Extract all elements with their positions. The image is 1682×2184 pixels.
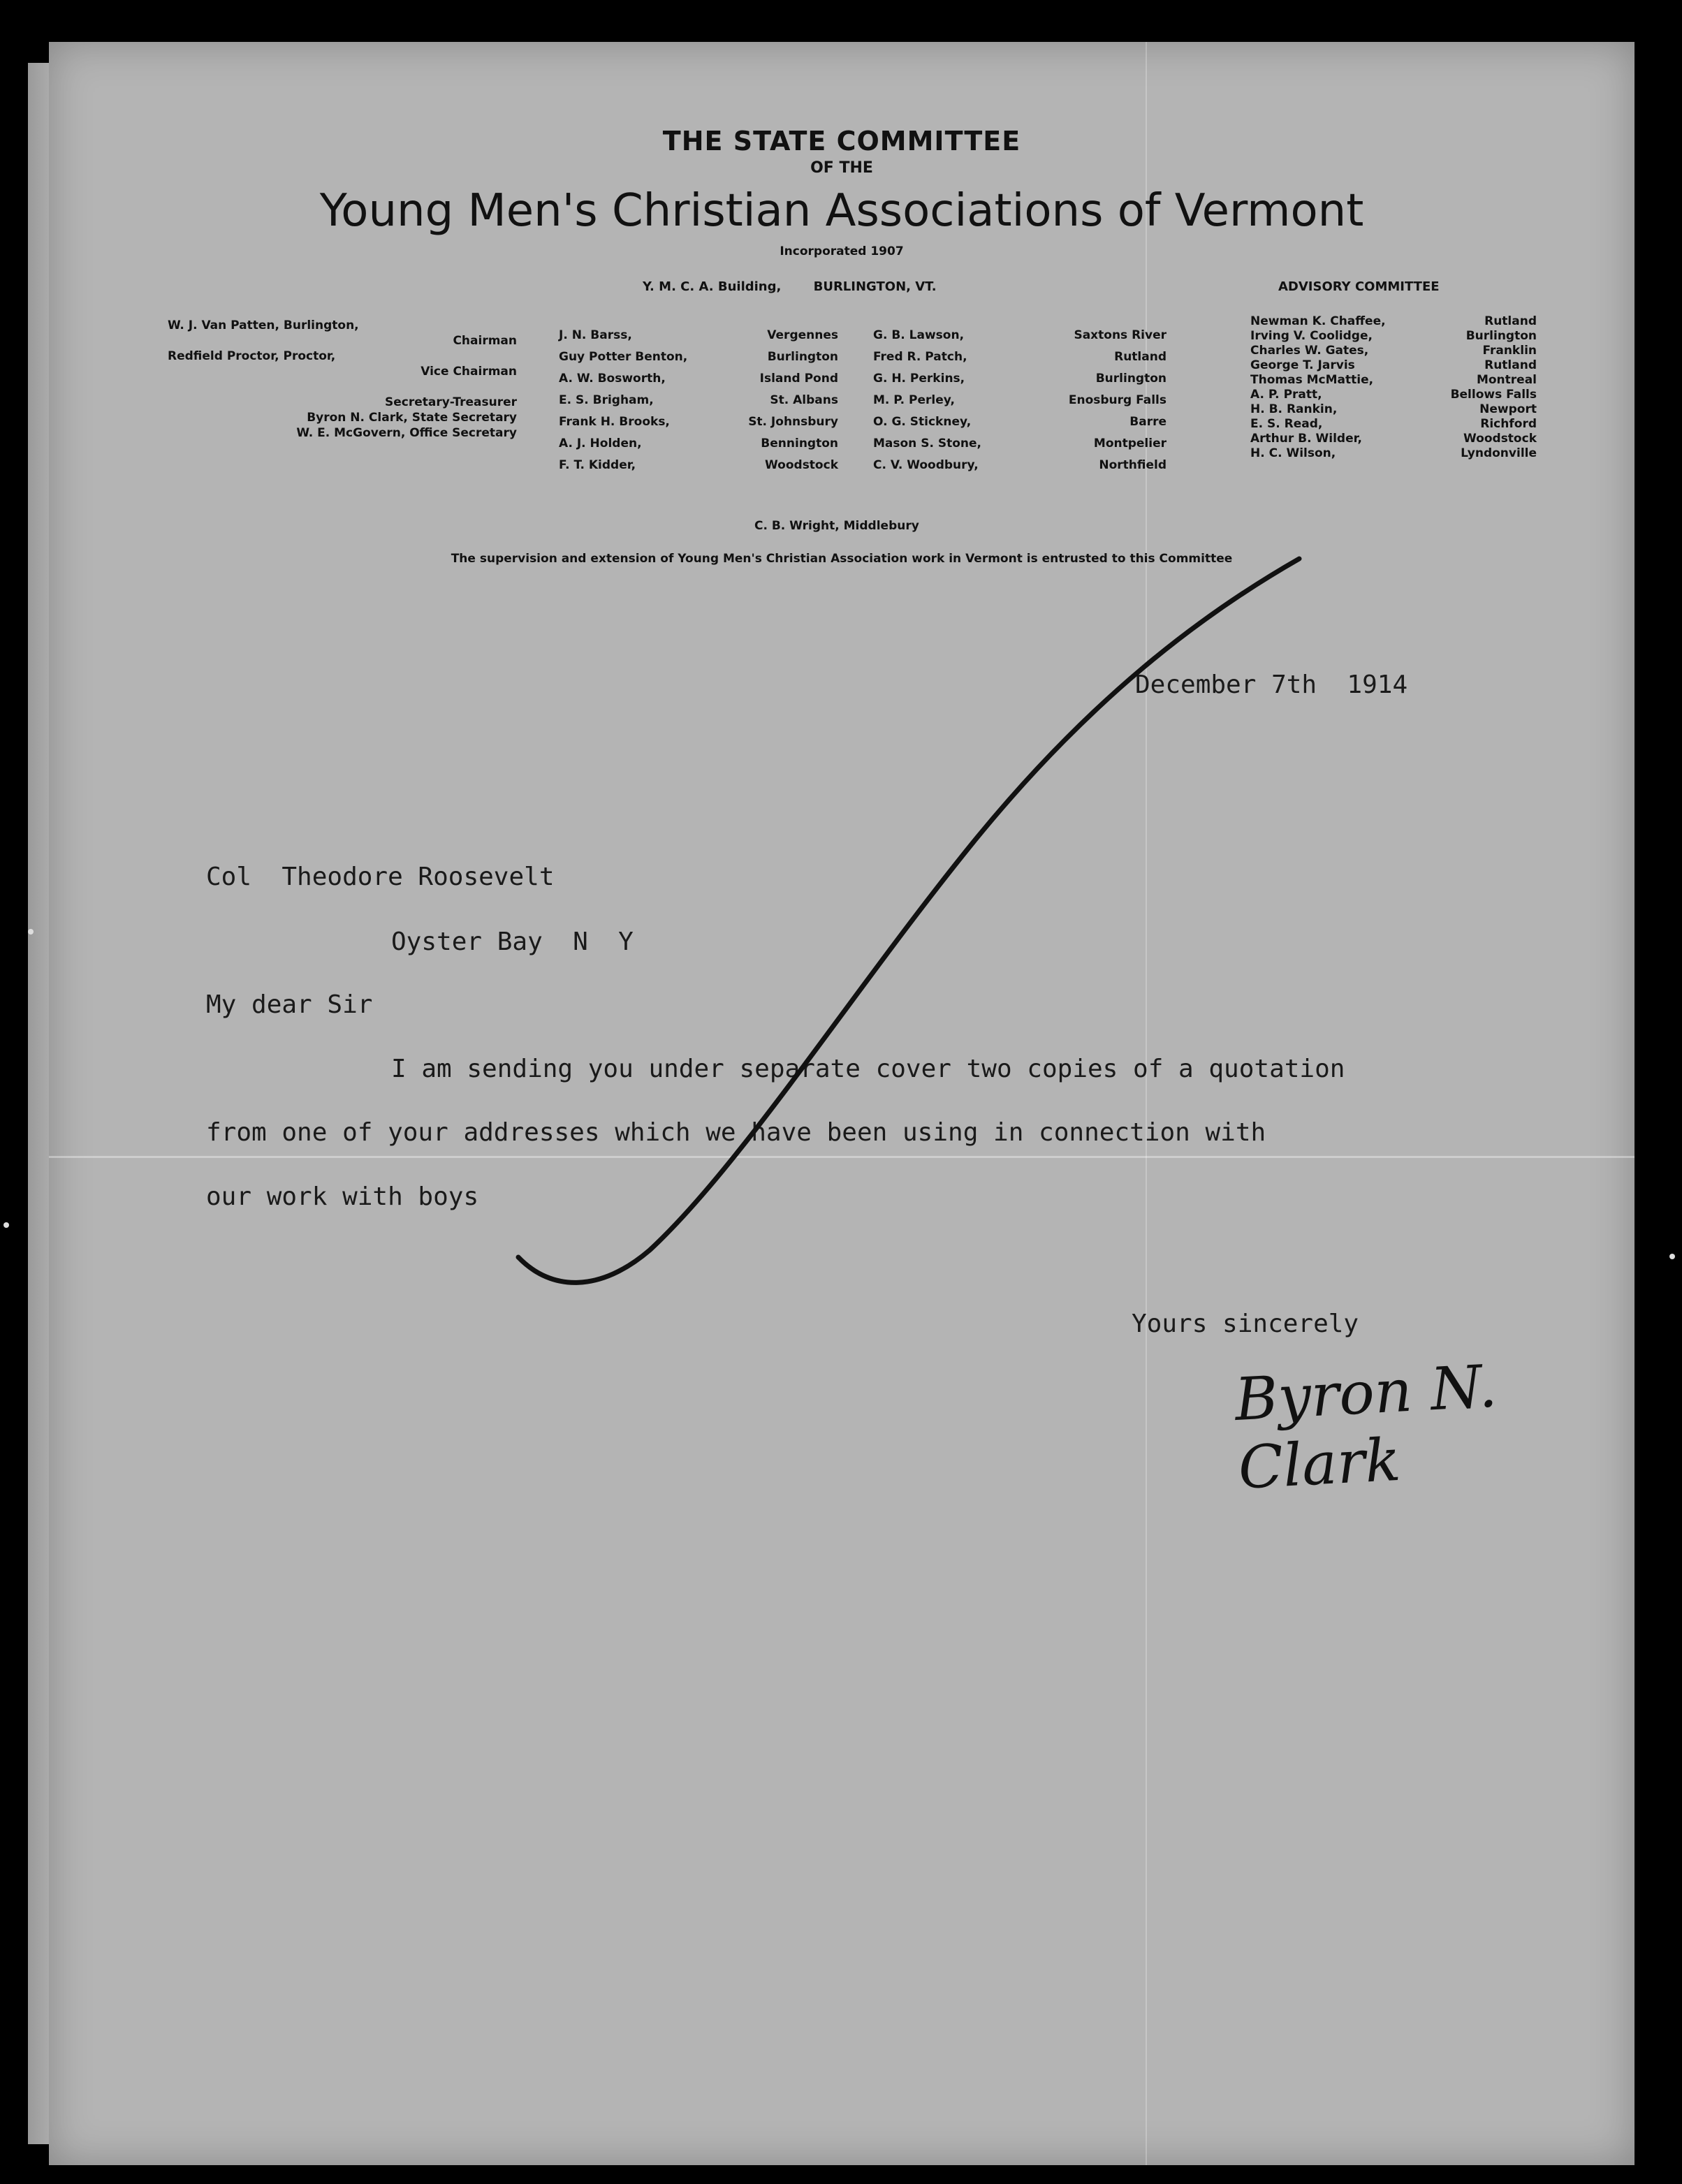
member-name: Mason S. Stone, [873, 437, 981, 450]
advisory-town: Newport [1479, 402, 1537, 416]
member-name: Fred R. Patch, [873, 350, 967, 364]
officer-line: W. E. McGovern, Office Secretary [296, 426, 517, 440]
mission-statement: The supervision and extension of Young Men's Christian Association work in Vermont is entrusted to this Committee [451, 552, 1233, 566]
advisory-town: Burlington [1465, 329, 1537, 343]
body-line: from one of your addresses which we have been using in connection with [206, 1118, 1266, 1147]
member-town: St. Johnsbury [748, 415, 838, 429]
advisory-name: Charles W. Gates, [1250, 344, 1369, 358]
officer-line: Secretary-Treasurer [384, 395, 517, 409]
member-town: Rutland [1114, 350, 1167, 364]
body-line: our work with boys [206, 1182, 479, 1211]
officer-line: Byron N. Clark, State Secretary [307, 411, 517, 425]
member-town: St. Albans [770, 393, 838, 407]
salutation: My dear Sir [206, 990, 373, 1019]
advisory-name: E. S. Read, [1250, 417, 1323, 431]
incorporated-line: Incorporated 1907 [780, 244, 904, 258]
officer-line: Vice Chairman [421, 365, 517, 379]
letterhead-of-the: OF THE [810, 159, 873, 177]
advisory-town: Rutland [1484, 358, 1537, 372]
advisory-town: Franklin [1482, 344, 1537, 358]
member-town: Burlington [767, 350, 838, 364]
member-town: Northfield [1099, 458, 1167, 472]
body-line: I am sending you under separate cover two copies of a quotation [391, 1055, 1345, 1083]
member-name: A. J. Holden, [559, 437, 642, 450]
member-town: Vergennes [767, 328, 838, 342]
film-speck [3, 1222, 9, 1228]
member-town: Montpelier [1093, 437, 1167, 450]
letterhead-title: THE STATE COMMITTEE [662, 126, 1021, 156]
officer-line: W. J. Van Patten, Burlington, [168, 318, 359, 332]
advisory-town: Bellows Falls [1450, 388, 1537, 402]
advisory-name: A. P. Pratt, [1250, 388, 1322, 402]
advisory-town: Montreal [1476, 373, 1537, 387]
member-town: Burlington [1095, 372, 1167, 386]
member-town: Bennington [761, 437, 838, 450]
advisory-name: Irving V. Coolidge, [1250, 329, 1373, 343]
member-name: A. W. Bosworth, [559, 372, 666, 386]
advisory-name: H. C. Wilson, [1250, 446, 1336, 460]
advisory-name: Arthur B. Wilder, [1250, 432, 1362, 446]
advisory-name: Thomas McMattie, [1250, 373, 1374, 387]
advisory-town: Woodstock [1463, 432, 1537, 446]
advisory-name: H. B. Rankin, [1250, 402, 1338, 416]
advisory-town: Richford [1480, 417, 1537, 431]
member-town: Island Pond [759, 372, 838, 386]
closing: Yours sincerely [1132, 1310, 1359, 1338]
member-town: Enosburg Falls [1068, 393, 1167, 407]
member-name: Frank H. Brooks, [559, 415, 670, 429]
member-name: M. P. Perley, [873, 393, 955, 407]
advisory-town: Lyndonville [1461, 446, 1537, 460]
organization-name: Young Men's Christian Associations of Vermont [319, 185, 1364, 237]
member-name: E. S. Brigham, [559, 393, 654, 407]
member-town: Woodstock [765, 458, 838, 472]
advisory-name: Newman K. Chaffee, [1250, 314, 1386, 328]
member-name: J. N. Barss, [559, 328, 632, 342]
officer-line: Chairman [453, 334, 517, 348]
letter-date: December 7th 1914 [1135, 670, 1408, 699]
member-name: F. T. Kidder, [559, 458, 636, 472]
handwritten-signature: Byron N. Clark [1233, 1351, 1499, 1502]
film-speck [1669, 1254, 1675, 1259]
member-name: C. V. Woodbury, [873, 458, 979, 472]
city-name: BURLINGTON, VT. [813, 279, 937, 294]
member-name: Guy Potter Benton, [559, 350, 688, 364]
building-name: Y. M. C. A. Building, [643, 279, 782, 294]
member-town: Saxtons River [1074, 328, 1167, 342]
advisory-name: George T. Jarvis [1250, 358, 1355, 372]
member-name: G. B. Lawson, [873, 328, 965, 342]
member-name: G. H. Perkins, [873, 372, 965, 386]
advisory-town: Rutland [1484, 314, 1537, 328]
film-speck [28, 929, 34, 935]
recipient-address: Oyster Bay N Y [391, 928, 634, 956]
officer-line: Redfield Proctor, Proctor, [168, 349, 336, 363]
member-town: Barre [1129, 415, 1167, 429]
bottom-member: C. B. Wright, Middlebury [754, 519, 919, 533]
recipient-name: Col Theodore Roosevelt [206, 863, 555, 891]
advisory-heading: ADVISORY COMMITTEE [1278, 279, 1440, 294]
member-name: O. G. Stickney, [873, 415, 972, 429]
